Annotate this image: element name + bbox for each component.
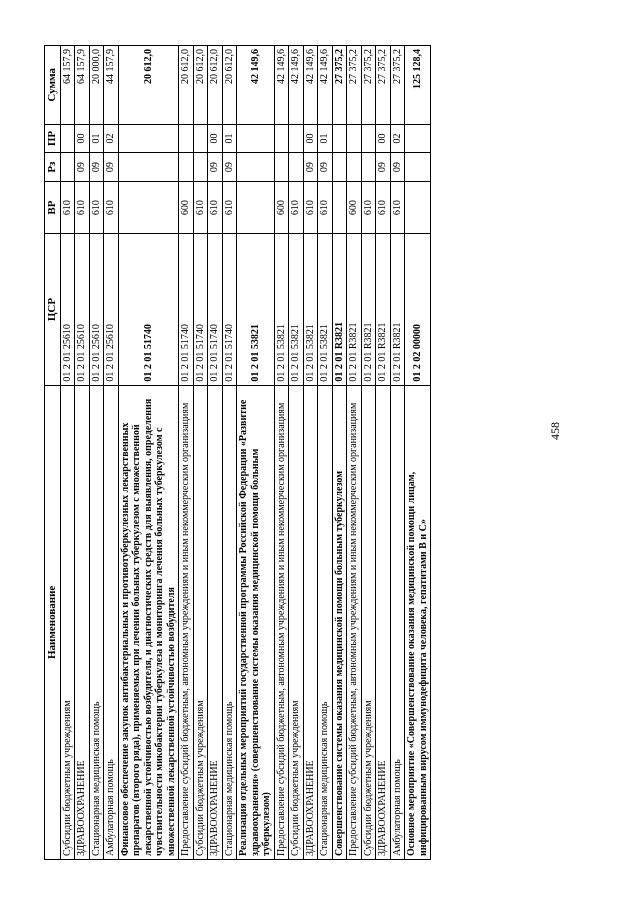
header-rz: Рз [45,153,61,182]
cell-csr: 01 2 01 53821 [318,234,333,385]
table-row [179,46,194,860]
header-pr: ПР [45,124,61,153]
cell-rz [179,153,194,182]
header-sum: Сумма [45,46,61,125]
cell-vr: 610 [303,181,318,233]
cell-name: Субсидии бюджетным учреждениям [361,385,376,859]
cell-vr: 610 [318,181,333,233]
cell-rz: 09 [89,153,104,182]
cell-vr: 610 [193,181,208,233]
cell-vr [405,181,431,233]
cell-pr [60,124,75,153]
cell-vr: 610 [75,181,90,233]
cell-csr: 01 2 01 R3821 [347,234,362,385]
cell-csr: 01 2 01 25610 [60,234,75,385]
cell-pr [179,124,194,153]
cell-sum: 20 612,0 [208,46,223,125]
cell-csr: 01 2 01 R3821 [390,234,405,385]
cell-name: ЗДРАВООХРАНЕНИЕ [303,385,318,859]
table-row [237,46,275,860]
cell-pr [347,124,362,153]
table-header-row [45,46,61,860]
cell-csr: 01 2 01 51740 [193,234,208,385]
cell-name: Амбулаторная помощь [390,385,405,859]
cell-name: Финансовое обеспечение закупок антибактериальных и противотуберкулезных лекарственных препаратов (второго ряда), применяемых при лечении больных туберкулезом с множественной лекарственной устойчивостью возбудителя, и диагностических средств для выявления, определения чувствительности микобактерии туберкулеза и мониторинга лечения больных туберкулезом с множественной лекарственной устойчивостью возбудителя [118,385,179,859]
cell-vr: 610 [289,181,304,233]
cell-name: ЗДРАВООХРАНЕНИЕ [75,385,90,859]
cell-sum: 20 612,0 [118,46,179,125]
cell-sum: 64 157,9 [75,46,90,125]
cell-pr: 00 [376,124,391,153]
cell-pr: 00 [75,124,90,153]
table-row [347,46,362,860]
cell-name: Предоставление субсидий бюджетным, автономным учреждениям и иным некоммерческим организациям [179,385,194,859]
table-row [104,46,119,860]
cell-name: Предоставление субсидий бюджетным, автономным учреждениям и иным некоммерческим организациям [274,385,289,859]
cell-sum: 42 149,6 [274,46,289,125]
cell-vr: 610 [104,181,119,233]
cell-pr: 01 [318,124,333,153]
rotated-page [44,45,431,860]
cell-sum: 27 375,2 [332,46,347,125]
cell-name: ЗДРАВООХРАНЕНИЕ [376,385,391,859]
table-row [274,46,289,860]
table-row [390,46,405,860]
cell-csr: 01 2 01 R3821 [361,234,376,385]
cell-rz: 09 [390,153,405,182]
cell-name: Совершенствование системы оказания медицинской помощи больным туберкулезом [332,385,347,859]
cell-csr: 01 2 01 53821 [289,234,304,385]
cell-sum: 125 128,4 [405,46,431,125]
table-row [118,46,179,860]
cell-vr: 600 [179,181,194,233]
cell-rz [332,153,347,182]
cell-vr [332,181,347,233]
cell-vr: 610 [390,181,405,233]
cell-name: Реализация отдельных мероприятий государственной программы Российской Федерации «Развитие здравоохранения» (совершенствование системы оказания медицинской помощи больным туберкулезом) [237,385,275,859]
cell-pr [118,124,179,153]
cell-csr: 01 2 01 53821 [274,234,289,385]
cell-name: Субсидии бюджетным учреждениям [193,385,208,859]
cell-rz [361,153,376,182]
cell-name: Стационарная медицинская помощь [318,385,333,859]
cell-sum: 27 375,2 [376,46,391,125]
cell-rz: 09 [222,153,237,182]
table-row [75,46,90,860]
cell-name: Субсидии бюджетным учреждениям [289,385,304,859]
table-row [193,46,208,860]
cell-pr [237,124,275,153]
cell-pr: 00 [303,124,318,153]
cell-rz: 09 [104,153,119,182]
cell-rz [405,153,431,182]
table-row [89,46,104,860]
cell-sum: 42 149,6 [289,46,304,125]
cell-pr: 01 [89,124,104,153]
table-row [405,46,431,860]
table-row [222,46,237,860]
table-row [332,46,347,860]
cell-pr [361,124,376,153]
cell-pr: 02 [390,124,405,153]
page-number: 458 [548,422,562,440]
table-body [60,46,431,860]
cell-sum: 27 375,2 [347,46,362,125]
cell-name: Амбулаторная помощь [104,385,119,859]
header-csr: ЦСР [45,234,61,385]
table-row [60,46,75,860]
cell-pr: 01 [222,124,237,153]
cell-sum: 20 612,0 [179,46,194,125]
cell-vr: 610 [222,181,237,233]
cell-rz [289,153,304,182]
cell-sum: 42 149,6 [303,46,318,125]
cell-name: Стационарная медицинская помощь [222,385,237,859]
cell-sum: 44 157,9 [104,46,119,125]
cell-vr [118,181,179,233]
cell-csr: 01 2 01 51740 [208,234,223,385]
table-row [208,46,223,860]
cell-name: Основное мероприятие «Совершенствование оказания медицинской помощи лицам, инфицированным вирусом иммунодефицита человека, гепатитами В и С» [405,385,431,859]
cell-sum: 27 375,2 [390,46,405,125]
cell-pr [193,124,208,153]
cell-vr: 610 [60,181,75,233]
cell-vr: 610 [89,181,104,233]
cell-pr [289,124,304,153]
cell-pr [332,124,347,153]
cell-name: Предоставление субсидий бюджетным, автономным учреждениям и иным некоммерческим организациям [347,385,362,859]
cell-csr: 01 2 01 25610 [104,234,119,385]
cell-vr [237,181,275,233]
cell-csr: 01 2 01 51740 [222,234,237,385]
cell-pr [274,124,289,153]
cell-rz [347,153,362,182]
budget-table [44,45,431,860]
header-vr: ВР [45,181,61,233]
cell-pr: 00 [208,124,223,153]
cell-rz [274,153,289,182]
table-row [361,46,376,860]
cell-csr: 01 2 01 R3821 [376,234,391,385]
cell-sum: 42 149,6 [237,46,275,125]
cell-sum: 64 157,9 [60,46,75,125]
cell-csr: 01 2 01 51740 [118,234,179,385]
cell-csr: 01 2 01 25610 [89,234,104,385]
cell-sum: 20 000,0 [89,46,104,125]
cell-csr: 01 2 01 53821 [303,234,318,385]
header-name: Наименование [45,385,61,859]
cell-rz [193,153,208,182]
cell-rz [60,153,75,182]
cell-name: Субсидии бюджетным учреждениям [60,385,75,859]
cell-csr: 01 2 01 R3821 [332,234,347,385]
cell-csr: 01 2 01 51740 [179,234,194,385]
cell-vr: 600 [347,181,362,233]
cell-pr [405,124,431,153]
table-row [289,46,304,860]
cell-sum: 20 612,0 [193,46,208,125]
cell-rz: 09 [75,153,90,182]
cell-rz: 09 [208,153,223,182]
cell-csr: 01 2 01 53821 [237,234,275,385]
cell-rz: 09 [376,153,391,182]
cell-sum: 27 375,2 [361,46,376,125]
cell-csr: 01 2 01 25610 [75,234,90,385]
cell-vr: 600 [274,181,289,233]
cell-vr: 610 [361,181,376,233]
cell-rz: 09 [303,153,318,182]
cell-sum: 42 149,6 [318,46,333,125]
cell-rz: 09 [318,153,333,182]
cell-rz [237,153,275,182]
cell-rz [118,153,179,182]
cell-csr: 01 2 02 00000 [405,234,431,385]
cell-pr: 02 [104,124,119,153]
table-row [376,46,391,860]
cell-name: ЗДРАВООХРАНЕНИЕ [208,385,223,859]
cell-sum: 20 612,0 [222,46,237,125]
cell-vr: 610 [376,181,391,233]
table-row [303,46,318,860]
cell-name: Стационарная медицинская помощь [89,385,104,859]
cell-vr: 610 [208,181,223,233]
table-row [318,46,333,860]
